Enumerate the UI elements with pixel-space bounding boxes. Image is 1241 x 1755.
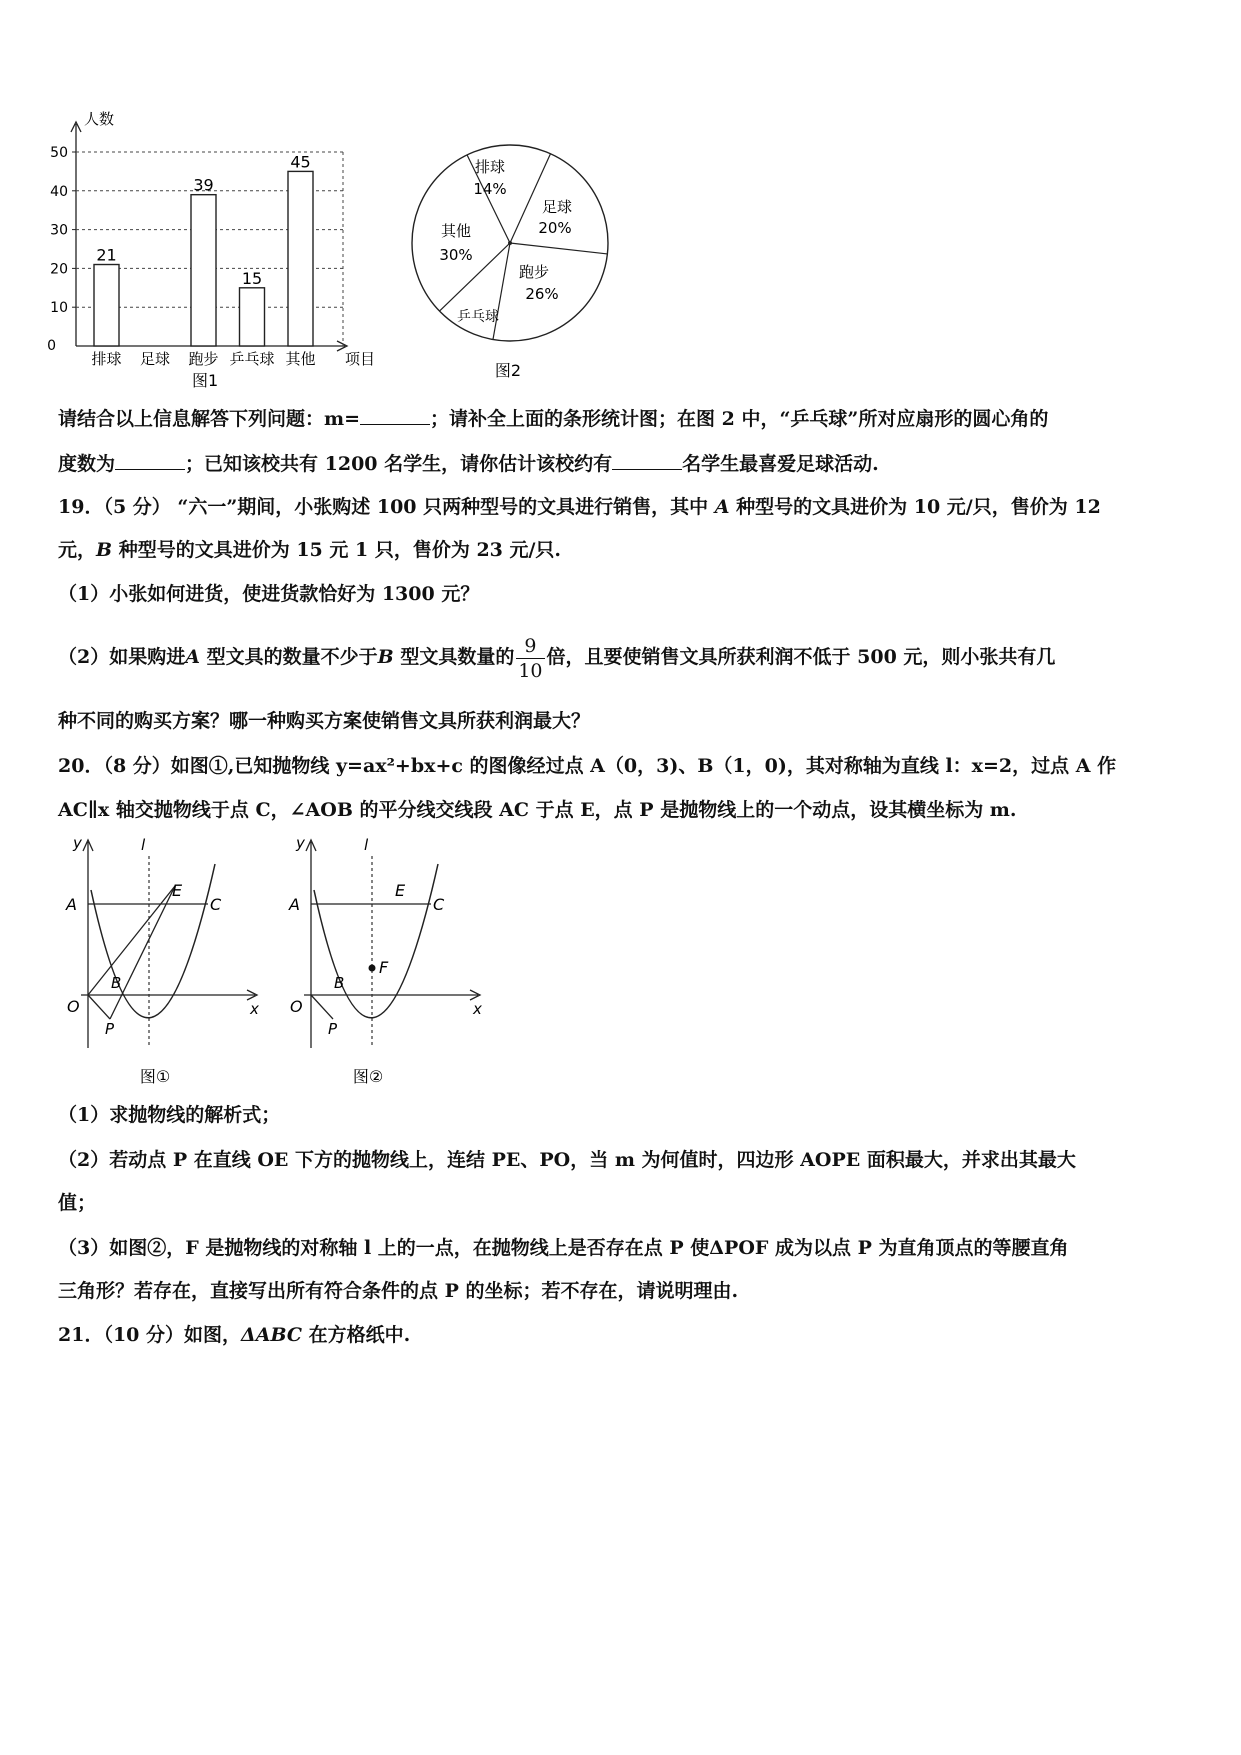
pie-center [508, 241, 512, 245]
g2-label-E: E [395, 881, 406, 900]
pie-label-running: 跑步 [518, 263, 550, 281]
parabola-graph-2 [278, 828, 498, 1093]
q20-part1-text: （1）求抛物线的解析式； [58, 1104, 281, 1126]
q19-2-text-a: （2）如果购进 [58, 646, 186, 668]
q18-text-a: 请结合以上信息解答下列问题：m= [58, 408, 361, 430]
q20-part3-line1 [58, 1235, 1069, 1261]
q20-part1 [58, 1102, 280, 1128]
q19-text-c-pre: 元， [58, 539, 97, 561]
fig1-caption: 图1 [192, 371, 219, 390]
q19-2-text-d: 倍，且要使销售文具所获利润不低于 500 元，则小张共有几 [546, 646, 1056, 668]
q20-part2-line1 [58, 1147, 1076, 1173]
q19-line2 [58, 537, 561, 563]
bar-4 [288, 171, 313, 346]
g1-line-OE [88, 886, 175, 995]
g1-label-C: C [210, 895, 222, 914]
frac-den: 10 [518, 659, 543, 682]
q18-line2 [58, 451, 879, 477]
g2-label-C: C [433, 895, 445, 914]
pie-pct-other: 30% [439, 246, 473, 264]
g1-label-E: E [172, 881, 183, 900]
y-tick-label: 40 [50, 183, 68, 200]
q19-2-text-c: 型文具数量的 [400, 646, 515, 668]
g2-label-P: P [328, 1020, 338, 1038]
g2-label-B: B [334, 974, 345, 992]
g2-label-x: x [473, 1000, 482, 1018]
x-category-label: 其他 [285, 350, 316, 368]
g2-label-A: A [289, 895, 300, 914]
q21-text-post: 在方格纸中. [308, 1324, 411, 1346]
q20-part2-line2 [58, 1190, 96, 1216]
g1-caption: 图① [139, 1067, 171, 1086]
q18-line1 [58, 406, 1048, 432]
q19-text-c: 种型号的文具进价为 15 元 1 只，售价为 23 元/只. [118, 539, 562, 561]
q20-text-a: 20．（8 分）如图①,已知抛物线 y=ax²+bx+c 的图像经过点 A（0，3)、B（1，0)，其对称轴为直线 l：x=2，过点 A 作 [58, 755, 1117, 777]
q20-part2-text-b: 值； [58, 1192, 97, 1214]
bar-chart [40, 110, 400, 395]
q20-text-b: AC∥x 轴交抛物线于点 C，∠AOB 的平分线交线段 AC 于点 E，点 P 是抛物线上的一个动点，设其横坐标为 m. [58, 799, 1017, 821]
var-B-2: B [377, 646, 394, 668]
q20-part2-text-a: （2）若动点 P 在直线 OE 下方的抛物线上，连结 PE、PO，当 m 为何值时，四边形 AOPE 面积最大，并求出其最大 [58, 1149, 1076, 1171]
answer-blank-count [612, 451, 682, 470]
bar-3 [240, 288, 265, 346]
x-category-label: 跑步 [188, 350, 219, 368]
pie-label-volleyball: 排球 [474, 158, 506, 176]
g1-line-PE [110, 886, 175, 1019]
g1-label-P: P [105, 1020, 115, 1038]
y-axis-label: 人数 [84, 110, 115, 128]
q18-text-e: 名学生最喜爱足球活动. [682, 453, 879, 475]
parabola-graph-1 [55, 828, 275, 1093]
y-tick-label: 50 [50, 145, 68, 161]
pie-label-pingpong: 乒乓球 [457, 309, 499, 325]
pie-pct-football: 20% [538, 219, 572, 237]
var-A: A [714, 496, 730, 518]
q20-part3-line2 [58, 1278, 738, 1304]
y-tick-label: 30 [50, 222, 68, 239]
g2-point-F [369, 965, 376, 972]
g2-line-OP [311, 995, 333, 1019]
g1-label-A: A [66, 895, 77, 914]
bar-value-label: 21 [96, 245, 117, 265]
answer-blank-m [360, 406, 430, 425]
y-tick-label: 0 [47, 338, 56, 354]
q19-text-a: 19．（5 分） “六一”期间，小张购述 100 只两种型号的文具进行销售，其中 [58, 496, 709, 518]
g2-caption: 图② [352, 1067, 384, 1086]
g1-label-x: x [250, 1000, 259, 1018]
g1-label-O: O [67, 997, 80, 1016]
q19-2-text-e: 种不同的购买方案？哪一种购买方案使销售文具所获利润最大？ [58, 710, 591, 732]
pie-chart [410, 140, 620, 390]
g1-label-l: l [141, 836, 146, 854]
x-category-label: 足球 [139, 350, 171, 368]
g2-label-y: y [296, 834, 305, 852]
pie-pct-volleyball: 14% [473, 180, 507, 198]
fig2-caption: 图2 [494, 361, 522, 380]
pie-label-other: 其他 [440, 222, 472, 240]
g2-label-l: l [364, 836, 369, 854]
q19-part1-text: （1）小张如何进货，使进货款恰好为 1300 元？ [58, 583, 480, 605]
y-tick-label: 20 [50, 261, 68, 278]
bar-2 [191, 195, 216, 346]
pie-pct-running: 26% [525, 285, 559, 303]
q18-text-b: ；请补全上面的条形统计图；在图 2 中，“乒乓球”所对应扇形的圆心角的 [430, 408, 1049, 430]
bar-0 [94, 265, 119, 346]
q19-part1 [58, 581, 479, 607]
pie-label-football: 足球 [541, 198, 573, 216]
bar-value-label: 39 [193, 175, 214, 195]
g1-label-y: y [73, 834, 82, 852]
bar-value-label: 45 [290, 152, 311, 172]
q19-2-text-b: 型文具的数量不少于 [206, 646, 378, 668]
q20-line1 [58, 753, 1116, 779]
g2-label-O: O [290, 997, 303, 1016]
fraction-9-10 [516, 634, 544, 683]
x-category-label: 乒乓球 [229, 350, 275, 368]
y-tick-label: 10 [50, 300, 68, 317]
q21-text-pre: 21．（10 分）如图， [58, 1324, 241, 1346]
q20-part3-text-b: 三角形？若存在，直接写出所有符合条件的点 P 的坐标；若不存在，请说明理由. [58, 1280, 739, 1302]
g2-label-F: F [379, 958, 389, 977]
q21-line [58, 1322, 410, 1348]
q19-part2-line2 [58, 708, 590, 734]
q20-part3-text-a: （3）如图②，F 是抛物线的对称轴 l 上的一点，在抛物线上是否存在点 P 使ΔPOF 成为以点 P 为直角顶点的等腰直角 [58, 1237, 1069, 1259]
q19-text-b: 种型号的文具进价为 10 元/只，售价为 12 [736, 496, 1101, 518]
q18-text-c: 度数为 [58, 453, 116, 475]
var-B: B [96, 539, 113, 561]
answer-blank-angle [115, 451, 185, 470]
bar-value-label: 15 [241, 268, 263, 288]
g1-label-B: B [111, 974, 122, 992]
var-A-2: A [185, 646, 200, 668]
x-category-label: 排球 [91, 350, 122, 368]
q18-text-d: ；已知该校共有 1200 名学生，请你估计该校约有 [185, 453, 613, 475]
q19-part2-line1 [58, 630, 1055, 684]
g1-line-OP [88, 995, 110, 1019]
x-axis-label: 项目 [345, 350, 376, 368]
triangle-ABC: ΔABC [241, 1324, 303, 1346]
q19-line1 [58, 494, 1101, 520]
q20-line2 [58, 797, 1017, 823]
frac-num: 9 [524, 634, 537, 657]
